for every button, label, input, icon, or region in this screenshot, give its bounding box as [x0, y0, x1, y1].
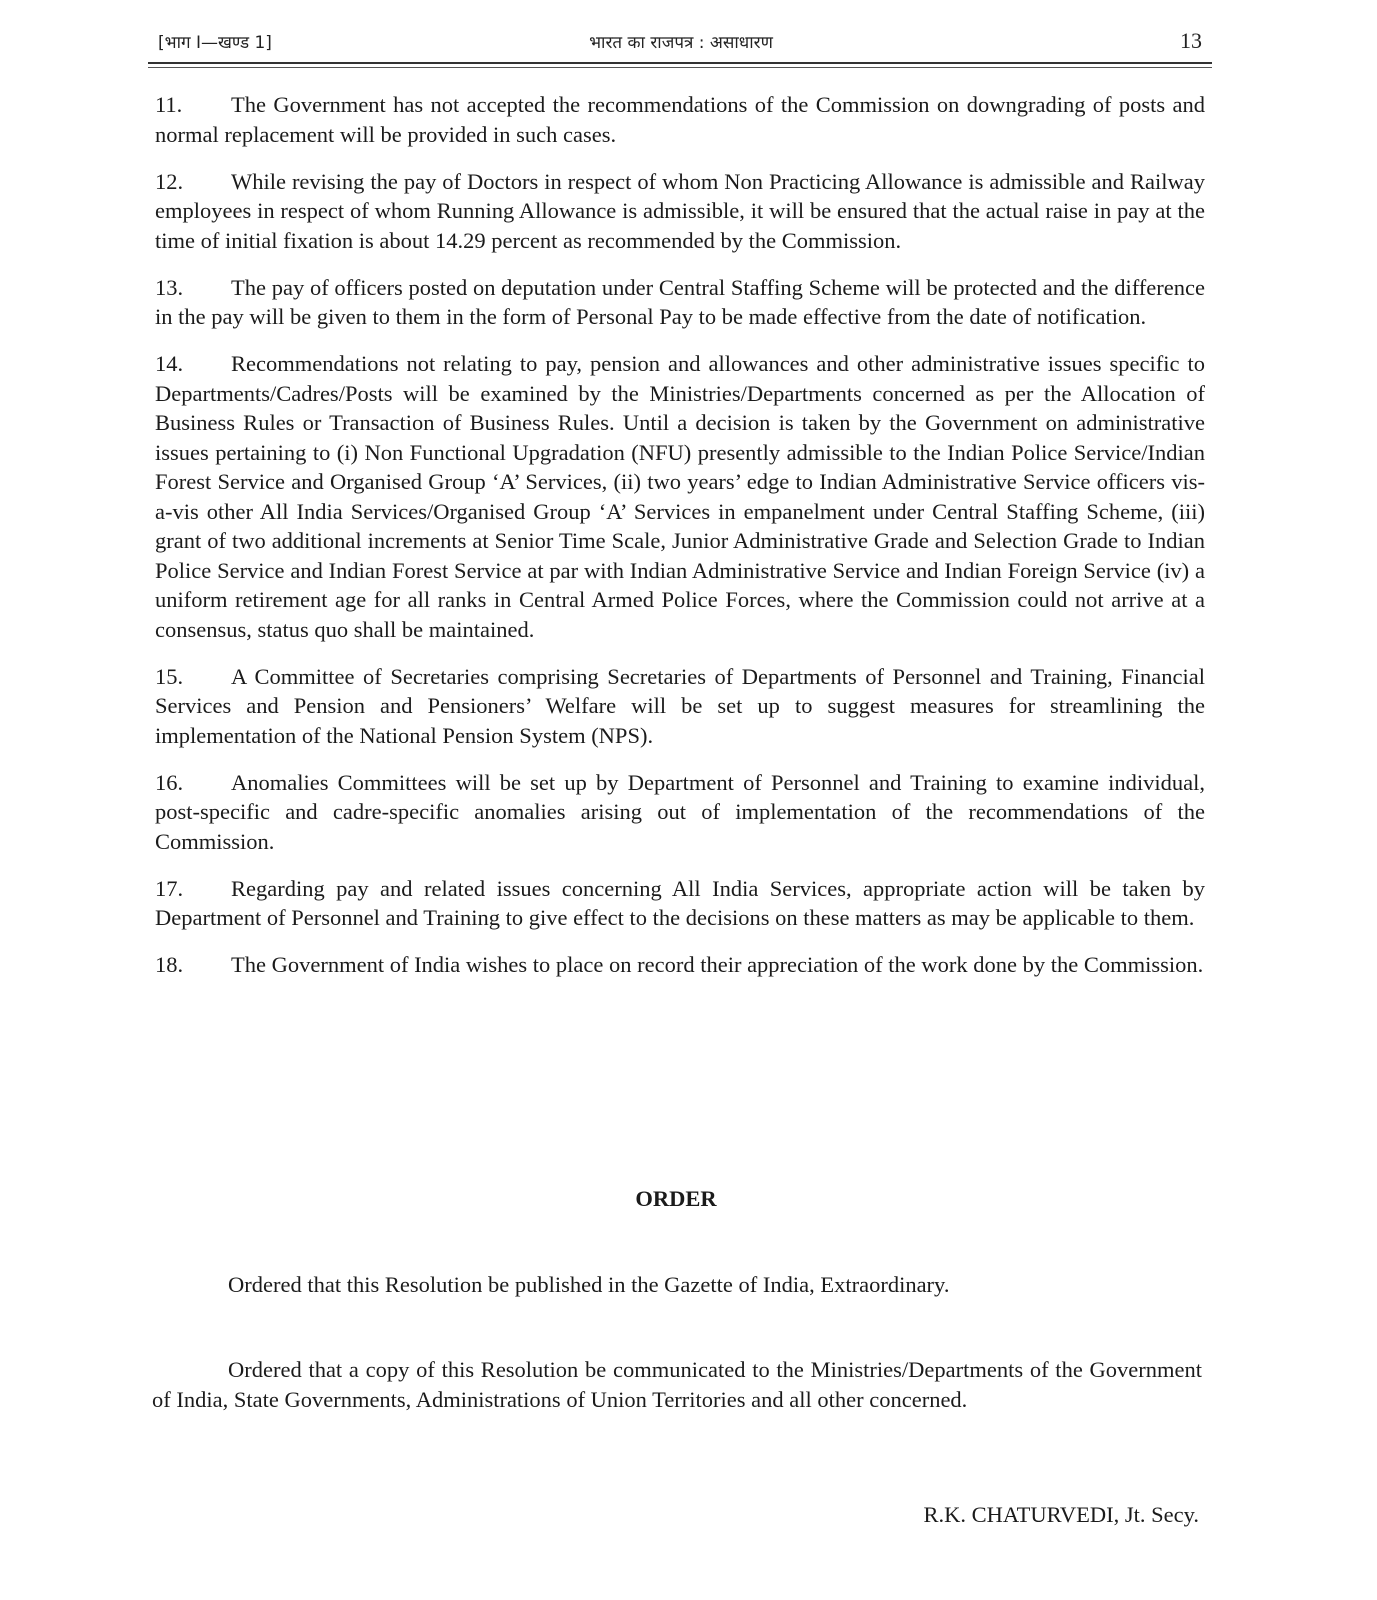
header-rule-thin [148, 67, 1212, 68]
paragraph-text: While revising the pay of Doctors in respect of whom Non Practicing Allowance is admissible and Railway employees in respect of whom Running Allowance is admissible, it will be ensured that the actual raise in pay at the time of initial fixation is about 14.29 percent as recommended by the Commission. [155, 168, 1205, 253]
paragraph-number: 15. [155, 663, 184, 689]
header-section-label: [भाग I—खण्ड 1] [158, 33, 272, 53]
page-header [150, 28, 1212, 58]
paragraph-text: Recommendations not relating to pay, pension and allowances and other administrative issues specific to Departments/Cadres/Posts will be examined by the Ministries/Departments concerned as per the Allocation of Business Rules or Transaction of Business Rules. Until a decision is taken by the Government on administrative issues pertaining to (i) Non Functional Upgradation (NFU) presently admissible to the Indian Police Service/Indian Forest Service and Organised Group ‘A’ Services, (ii) two years’ edge to Indian Administrative Service officers vis-a-vis other All India Services/Organised Group ‘A’ Services in empanelment under Central Staffing Scheme, (iii) grant of two additional increments at Senior Time Scale, Junior Administrative Grade and Selection Grade to Indian Police Service and Indian Forest Service at par with Indian Administrative Service and Indian Foreign Service (iv) a uniform retirement age for all ranks in Central Armed Police Forces, where the Commission could not arrive at a consensus, status quo shall be maintained. [155, 351, 1205, 642]
signatory: R.K. CHATURVEDI, Jt. Secy. [923, 1502, 1199, 1527]
paragraph-number: 12. [155, 168, 184, 194]
paragraph-13 [155, 273, 1205, 332]
paragraph-11 [155, 90, 1205, 149]
paragraph-12 [155, 167, 1205, 256]
header-rule-thick [148, 62, 1212, 64]
paragraph-text: Anomalies Committees will be set up by Department of Personnel and Training to examine individual, post-specific and cadre-specific anomalies arising out of implementation of the recommendations of the Commission. [155, 769, 1205, 854]
order-heading: ORDER [635, 1186, 717, 1211]
page-number: 13 [1180, 28, 1202, 53]
paragraph-text: A Committee of Secretaries comprising Secretaries of Departments of Personnel and Training, Financial Services and Pension and Pensioners’ Welfare will be set up to suggest measures for streamlining the implementation of the National Pension System (NPS). [155, 663, 1205, 748]
paragraph-number: 18. [155, 952, 184, 977]
paragraph-18 [155, 950, 1205, 980]
paragraph-14 [155, 349, 1205, 644]
order-communicate-line: Ordered that a copy of this Resolution be communicated to the Ministries/Departments of the Government of India, State Governments, Administrations of Union Territories and all other concerned. [152, 1357, 1202, 1412]
paragraph-16 [155, 768, 1205, 857]
paragraph-number: 11. [155, 92, 183, 117]
header-gazette-title: भारत का राजपत्र : असाधारण [589, 33, 773, 53]
paragraph-number: 13. [155, 274, 184, 300]
paragraph-text: The Government has not accepted the recommendations of the Commission on downgrading of posts and normal replacement will be provided in such cases. [155, 92, 1205, 147]
paragraph-text: Regarding pay and related issues concerning All India Services, appropriate action will be taken by Department of Personnel and Training to give effect to the decisions on these matters as may be applicable to them. [155, 875, 1205, 930]
paragraph-number: 14. [155, 351, 184, 376]
resolution-body [155, 90, 1205, 997]
paragraph-number: 17. [155, 875, 184, 901]
paragraph-15 [155, 662, 1205, 751]
paragraph-17 [155, 874, 1205, 933]
paragraph-text: The pay of officers posted on deputation under Central Staffing Scheme will be protected and the difference in the pay will be given to them in the form of Personal Pay to be made effective from the date of notification. [155, 274, 1205, 329]
paragraph-number: 16. [155, 769, 184, 795]
order-publish-line: Ordered that this Resolution be published in the Gazette of India, Extraordinary. [228, 1272, 950, 1297]
paragraph-text: The Government of India wishes to place on record their appreciation of the work done by the Commission. [231, 952, 1204, 977]
